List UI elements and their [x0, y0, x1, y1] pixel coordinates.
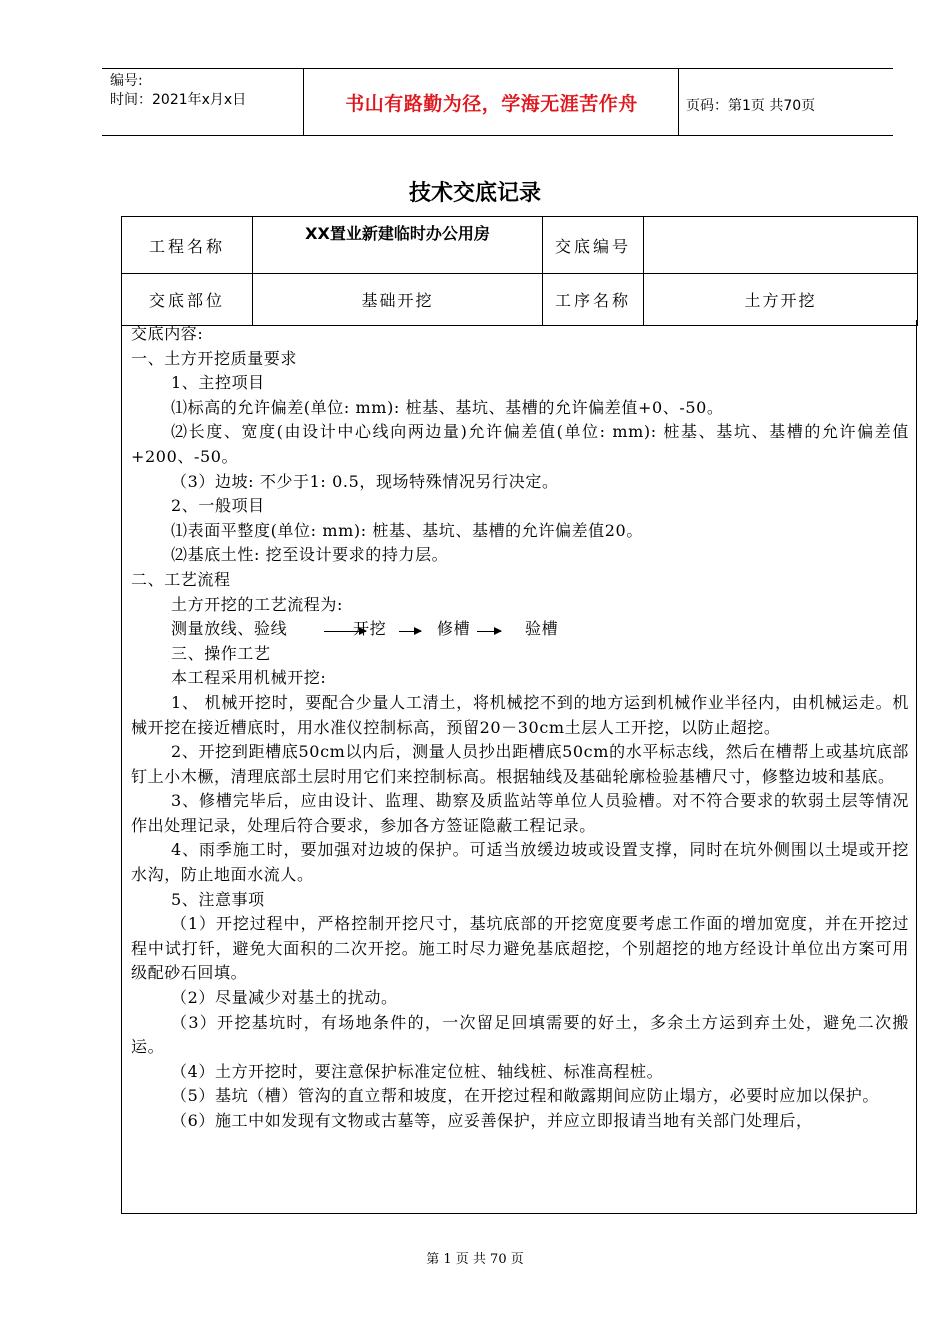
- content-paragraph: （5）基坑（槽）管沟的直立帮和坡度，在开挖过程和敞露期间应防止塌方，必要时应加以保护。: [171, 1086, 879, 1106]
- process-name-value: 土方开挖: [644, 274, 918, 326]
- content-line: （6）施工中如发现有文物或古墓等，应妥善保护，并应立即报请当地有关部门处理后，: [171, 1111, 813, 1130]
- flow-arrow-icon: [399, 631, 421, 632]
- document-time: 时间：2021年x月x日: [110, 92, 247, 108]
- content-line: ⑵长度、宽度(由设计中心线向两边量)允许偏差值(单位: mm): 桩基、基坑、基槽的允许偏差值+200、-50。: [131, 422, 909, 466]
- project-name-value: XX置业新建临时办公用房: [253, 217, 543, 274]
- content-line: 土方开挖的工艺流程为:: [171, 594, 343, 614]
- info-row: [122, 274, 918, 326]
- content-line: 二、工艺流程: [131, 569, 231, 589]
- content-line: 一、土方开挖质量要求: [131, 348, 298, 368]
- content-line: ⑴表面平整度(单位: mm): 桩基、基坑、基槽的允许偏差值20。: [171, 520, 643, 540]
- content-line: （4）土方开挖时，要注意保护标准定位桩、轴线桩、标准高程桩。: [171, 1061, 664, 1081]
- content-paragraph: （3）开挖基坑时，有场地条件的，一次留足回填需要的好土，多余土方运到弃土处，避免二次搬运。: [131, 1012, 909, 1057]
- content-line: ⑴标高的允许偏差(单位: mm): 桩基、基坑、基槽的允许偏差值+0、-50。: [171, 397, 724, 417]
- process-flow: [131, 617, 909, 642]
- content-line: 本工程采用机械开挖:: [171, 668, 327, 688]
- content-paragraph: 3、修槽完毕后，应由设计、监理、勘察及质监站等单位人员验槽。对不符合要求的软弱土层等情况作出处理记录，处理后符合要求，参加各方签证隐蔽工程记录。: [131, 791, 909, 835]
- content-line: 交底内容:: [131, 324, 204, 343]
- content-line: （2）尽量减少对基土的扰动。: [171, 988, 398, 1008]
- document-number: 编号:: [110, 73, 143, 89]
- content-line: ⑵基底土性: 挖至设计要求的持力层。: [171, 545, 449, 565]
- content-line: （3）边坡: 不少于1: 0.5，现场特殊情况另行决定。: [171, 471, 559, 491]
- header-divider-left: [303, 69, 304, 136]
- content-line: 三、操作工艺: [171, 643, 271, 663]
- process-name-label: 工序名称: [543, 274, 644, 326]
- flow-step: 开挖: [353, 619, 387, 639]
- content-paragraph: 1、 机械开挖时，要配合少量人工清土，将机械挖不到的地方运到机械作业半径内，由机械运走。机械开挖在接近槽底时，用水准仪控制标高，预留20－30cm土层人工开挖，以防止超挖。: [131, 692, 909, 737]
- disclosure-number-label: 交底编号: [543, 217, 644, 274]
- disclosure-number-value: [644, 217, 918, 274]
- disclosure-part-label: 交底部位: [122, 274, 253, 326]
- flow-arrow-icon: [477, 631, 501, 632]
- disclosure-part-value: 基础开挖: [253, 274, 543, 326]
- flow-step: 测量放线、验线: [171, 619, 288, 639]
- project-info-table: [121, 216, 918, 326]
- content-line: 1、主控项目: [171, 373, 265, 393]
- disclosure-content: [131, 322, 909, 1134]
- content-line: 2、一般项目: [171, 496, 265, 516]
- header-motto: 书山有路勤为径，学海无涯苦作舟: [345, 93, 638, 115]
- content-paragraph: 2、开挖到距槽底50cm以内后，测量人员抄出距槽底50cm的水平标志线，然后在槽帮上或基坑底部钉上小木橛，清理底部土层时用它们来控制标高。根据轴线及基础轮廓检验基槽尺寸，修整边坡和基底。: [131, 742, 909, 786]
- page-title: 技术交底记录: [408, 181, 541, 206]
- content-line: 5、注意事项: [171, 889, 265, 909]
- info-row: [122, 217, 918, 274]
- content-paragraph: 4、雨季施工时，要加强对边坡的保护。可适当放缓边坡或设置支撑，同时在坑外侧围以土堤或开挖水沟，防止地面水流人。: [131, 840, 909, 885]
- header-divider-right: [678, 69, 679, 136]
- project-name-label: 工程名称: [122, 217, 253, 274]
- page-footer: 第 1 页 共 70 页: [426, 1252, 524, 1267]
- flow-step: 修槽: [437, 619, 471, 639]
- header-page-number: 页码：第1页 共70页: [686, 98, 816, 114]
- flow-step: 验槽: [525, 619, 559, 639]
- header-meta: [110, 72, 246, 110]
- content-paragraph: （1）开挖过程中，严格控制开挖尺寸，基坑底部的开挖宽度要考虑工作面的增加宽度，并在开挖过程中试打钎，避免大面积的二次开挖。施工时尽力避免基底超挖，个别超挖的地方经设计单位出方案可用级配砂石回填。: [131, 914, 909, 983]
